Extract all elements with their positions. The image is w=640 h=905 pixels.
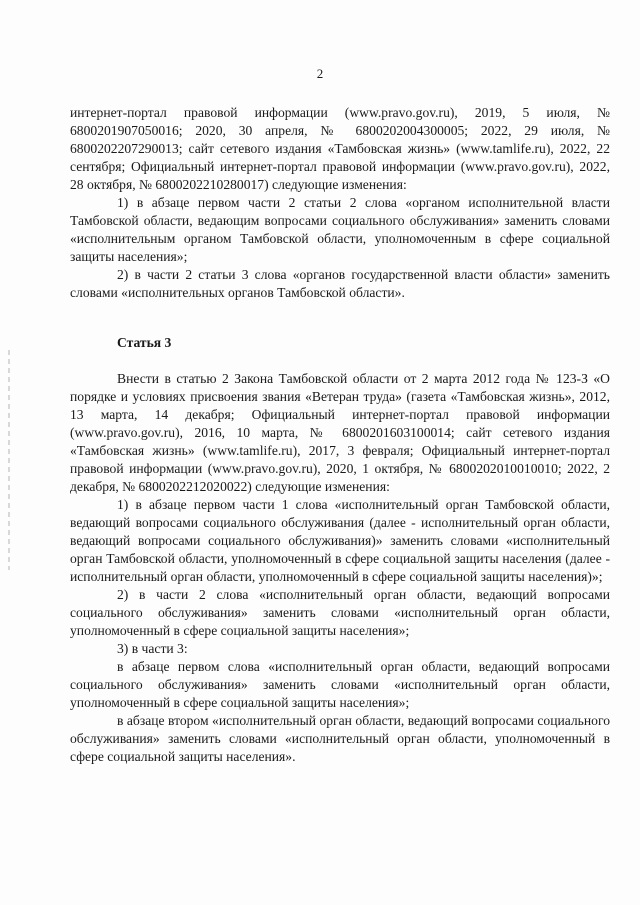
intro-paragraph-1: интернет-портал правовой информации (www.pravo.gov.ru), 2019, 5 июля, № 6800201907050016; 2020, 30 апреля, № 6800202004300005; 2022, 29 июля, № 6800202207290013; сайт сетевого издания «Тамбовская жизнь» (www.tamlife.ru), 2022, 22 сентября; Официальный интернет-портал правовой информации (www.pravo.gov.ru), 2022, 28 октября, № 6800202210280017) следующие изменения: xyxy=(70,105,610,192)
intro-section xyxy=(70,104,610,302)
scan-margin-mark xyxy=(8,350,10,570)
article-paragraph-1: Внести в статью 2 Закона Тамбовской области от 2 марта 2012 года № 123-З «О порядке и условиях присвоения звания «Ветеран труда» (газета «Тамбовская жизнь», 2012, 13 марта, 14 декабря; Официальный интернет-портал правовой информации (www.pravo.gov.ru), 2016, 10 марта, № 6800201603100014; сайт сетевого издания «Тамбовская жизнь» (www.tamlife.ru), 2017, 3 февраля; Официальный интернет-портал правовой информации (www.pravo.gov.ru), 2020, 1 октября, № 6800202010010010; 2022, 2 декабря, № 6800202212020022) следующие изменения: xyxy=(70,371,610,494)
article-paragraph-3: 2) в части 2 слова «исполнительный орган области, ведающий вопросами социального обслуживания» заменить словами «исполнительный орган области, уполномоченный в сфере социальной защиты населения»; xyxy=(70,587,610,638)
article-section xyxy=(70,370,610,766)
page-number: 2 xyxy=(316,66,324,81)
intro-paragraph-3: 2) в части 2 статьи 3 слова «органов государственной власти области» заменить словами «исполнительных органов Тамбовской области». xyxy=(70,267,610,300)
article-heading: Статья 3 xyxy=(117,335,172,350)
intro-paragraph-2: 1) в абзаце первом части 2 статьи 2 слова «органом исполнительной власти Тамбовской области, ведающим вопросами социального обслуживания» заменить словами «исполнительным органом Тамбовской области, уполномоченным в сфере социальной защиты населения»; xyxy=(70,195,610,264)
article-paragraph-5: в абзаце первом слова «исполнительный орган области, ведающий вопросами социального обслуживания» заменить словами «исполнительный орган области, уполномоченный в сфере социальной защиты населения»; xyxy=(70,659,610,710)
article-paragraph-2: 1) в абзаце первом части 1 слова «исполнительный орган Тамбовской области, ведающий вопросами социального обслуживания (далее - исполнительный орган области, ведающий вопросами социального обслуживания)» заменить словами «исполнительный орган Тамбовской области, уполномоченный в сфере социальной защиты населения (далее - исполнительный орган области, уполномоченный в сфере социальной защиты населения)»; xyxy=(70,497,610,584)
article-paragraph-4: 3) в части 3: xyxy=(117,641,188,656)
article-paragraph-6: в абзаце втором «исполнительный орган области, ведающий вопросами социального обслуживания» заменить словами «исполнительный орган области, уполномоченный в сфере социальной защиты населения». xyxy=(70,713,610,764)
